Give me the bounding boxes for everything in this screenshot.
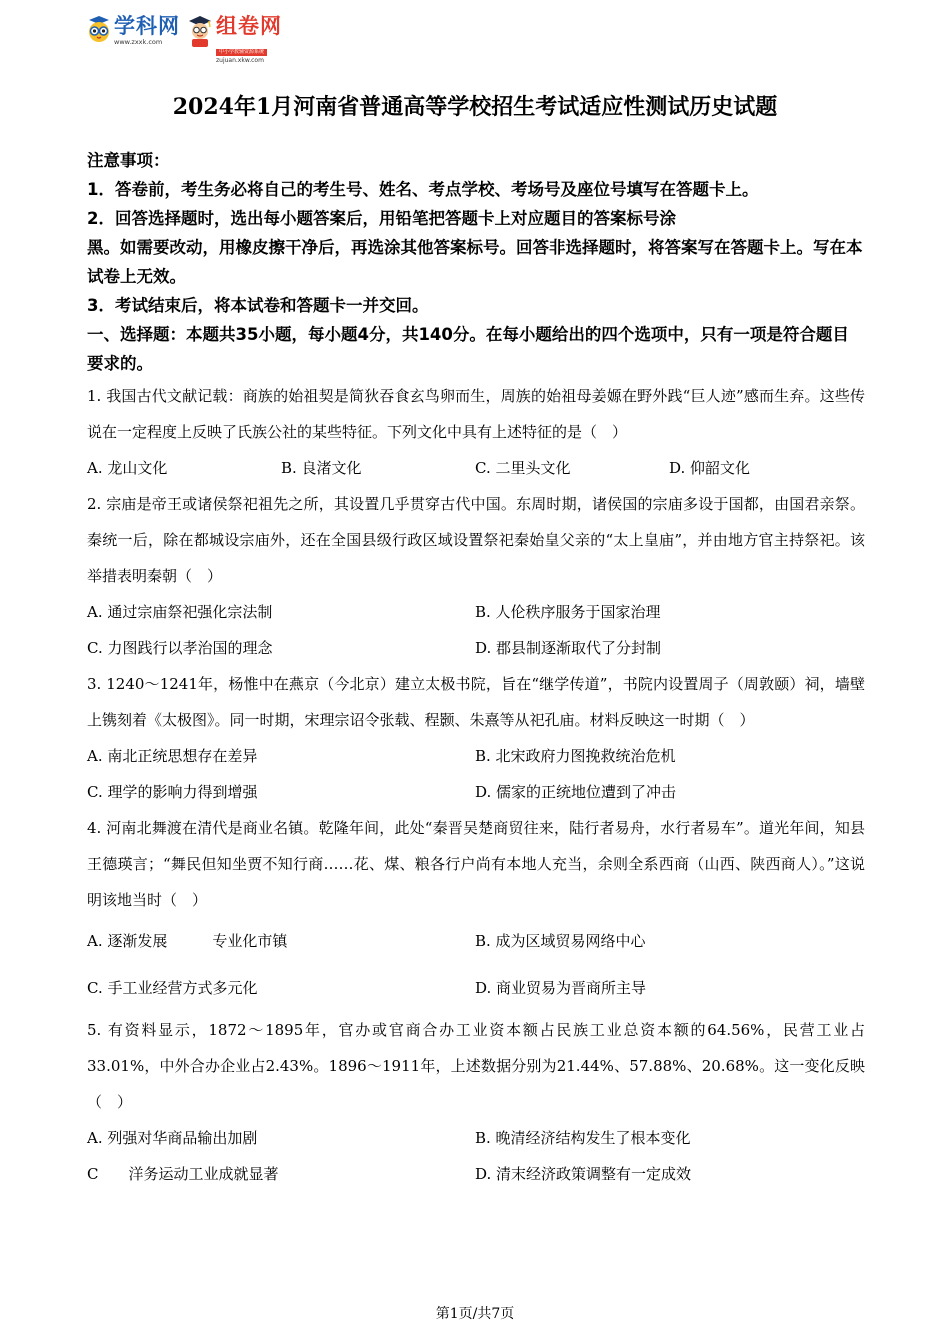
question-stem: 3. 1240～1241年，杨惟中在燕京（今北京）建立太极书院，旨在“继学传道”，书院内设置周子（周敦颐）祠，墙壁上镌刻着《太极图》。同一时期，宋理宗诏令张载、程颢、朱熹等从祀孔庙。材料反映这一时期（ ）: [87, 675, 865, 729]
option-d: D. 仰韶文化: [669, 459, 751, 477]
note-item: 黑。如需要改动，用橡皮擦干净后，再选涂其他答案标号。回答非选择题时，将答案写在答题卡上。写在本试卷上无效。: [87, 238, 863, 286]
option-b: B. 晚清经济结构发生了根本变化: [475, 1129, 691, 1147]
zxxk-logo[interactable]: [86, 14, 180, 46]
option-b: B. 北宋政府力图挽救统治危机: [475, 747, 676, 765]
zujuan-logo-tag: 中小学教辅资源系统: [216, 49, 267, 56]
question-5: [87, 1012, 865, 1192]
option-c: C. 二里头文化: [475, 459, 571, 477]
option-d: D. 郡县制逐渐取代了分封制: [475, 639, 662, 657]
option-c: C 洋务运动工业成就显著: [87, 1165, 279, 1183]
question-3: [87, 666, 865, 810]
zxxk-logo-url: www.zxxk.com: [114, 38, 163, 46]
option-b: B. 良渚文化: [281, 459, 362, 477]
note-item: 3．考试结束后，将本试卷和答题卡一并交回。: [87, 296, 429, 315]
option-d: D. 商业贸易为晋商所主导: [475, 979, 647, 997]
options-list: [87, 1120, 865, 1192]
options-list: [87, 450, 865, 486]
notes-heading: 注意事项：: [87, 151, 170, 170]
option-b: B. 成为区域贸易网络中心: [475, 932, 646, 950]
document-body: [87, 146, 865, 1192]
question-stem: 4. 河南北舞渡在清代是商业名镇。乾隆年间，此处“秦晋吴楚商贸往来，陆行者易舟，水行者易车”。道光年间，知县王德瑛言；“舞民但知坐贾不知行商……花、煤、粮各行户尚有本地人充当，余则全系西商（山西、陕西商人）。”这说明该地当时（ ）: [87, 819, 865, 909]
option-c: C. 手工业经营方式多元化: [87, 979, 258, 997]
option-b: B. 人伦秩序服务于国家治理: [475, 603, 661, 621]
page-number: 第1页/共7页: [435, 1306, 515, 1322]
note-item: 2．回答选择题时，选出每小题答案后，用铅笔把答题卡上对应题目的答案标号涂: [87, 209, 676, 228]
question-stem: 5. 有资料显示，1872～1895年，官办或官商合办工业资本额占民族工业总资本额的64.56%，民营工业占33.01%，中外合办企业占2.43%。1896～1911年，上述数据分别为21.44%、57.88%、20.68%。这一变化反映（ ）: [87, 1021, 865, 1111]
option-d: D. 儒家的正统地位遭到了冲击: [475, 783, 677, 801]
student-mascot-icon: [186, 14, 214, 48]
zujuan-logo-url: zujuan.xkw.com: [216, 57, 264, 64]
zujuan-logo[interactable]: [186, 14, 282, 65]
question-4: [87, 810, 865, 1012]
option-a: A. 列强对华商品输出加剧: [87, 1129, 258, 1147]
option-c: C. 理学的影响力得到增强: [87, 783, 258, 801]
question-1: [87, 378, 865, 486]
options-list: [87, 738, 865, 810]
question-stem: 1. 我国古代文献记载：商族的始祖契是简狄吞食玄鸟卵而生，周族的始祖母姜嫄在野外践“巨人迹”感而生弃。这些传说在一定程度上反映了氏族公社的某些特征。下列文化中具有上述特征的是（ ）: [87, 387, 865, 441]
note-item: 1．答卷前，考生务必将自己的考生号、姓名、考点学校、考场号及座位号填写在答题卡上。: [87, 180, 759, 199]
options-list: [87, 918, 865, 1012]
option-d: D. 清末经济政策调整有一定成效: [475, 1165, 692, 1183]
option-a: A. 通过宗庙祭祀强化宗法制: [87, 603, 273, 621]
page-title: 2024年1月河南省普通高等学校招生考试适应性测试历史试题: [172, 94, 778, 120]
question-2: [87, 486, 865, 666]
question-stem: 2. 宗庙是帝王或诸侯祭祀祖先之所，其设置几乎贯穿古代中国。东周时期，诸侯国的宗庙多设于国都，由国君亲祭。秦统一后，除在都城设宗庙外，还在全国县级行政区域设置祭祀秦始皇父亲的“太上皇庙”，并由地方官主持祭祀。该举措表明秦朝（ ）: [87, 495, 865, 585]
option-a: A. 龙山文化: [87, 459, 168, 477]
option-a: A. 南北正统思想存在差异: [87, 747, 258, 765]
option-a: A. 逐渐发展 专业化市镇: [87, 932, 288, 950]
option-c: C. 力图践行以孝治国的理念: [87, 639, 273, 657]
zxxk-logo-name: 学科网: [114, 14, 180, 38]
header-logo: [86, 14, 282, 64]
options-list: [87, 594, 865, 666]
section-heading: 一、选择题：本题共35小题，每小题4分，共140分。在每小题给出的四个选项中，只有一项是符合题目要求的。: [87, 325, 849, 373]
owl-mascot-icon: [86, 14, 112, 44]
zujuan-logo-name: 组卷网: [216, 14, 282, 38]
